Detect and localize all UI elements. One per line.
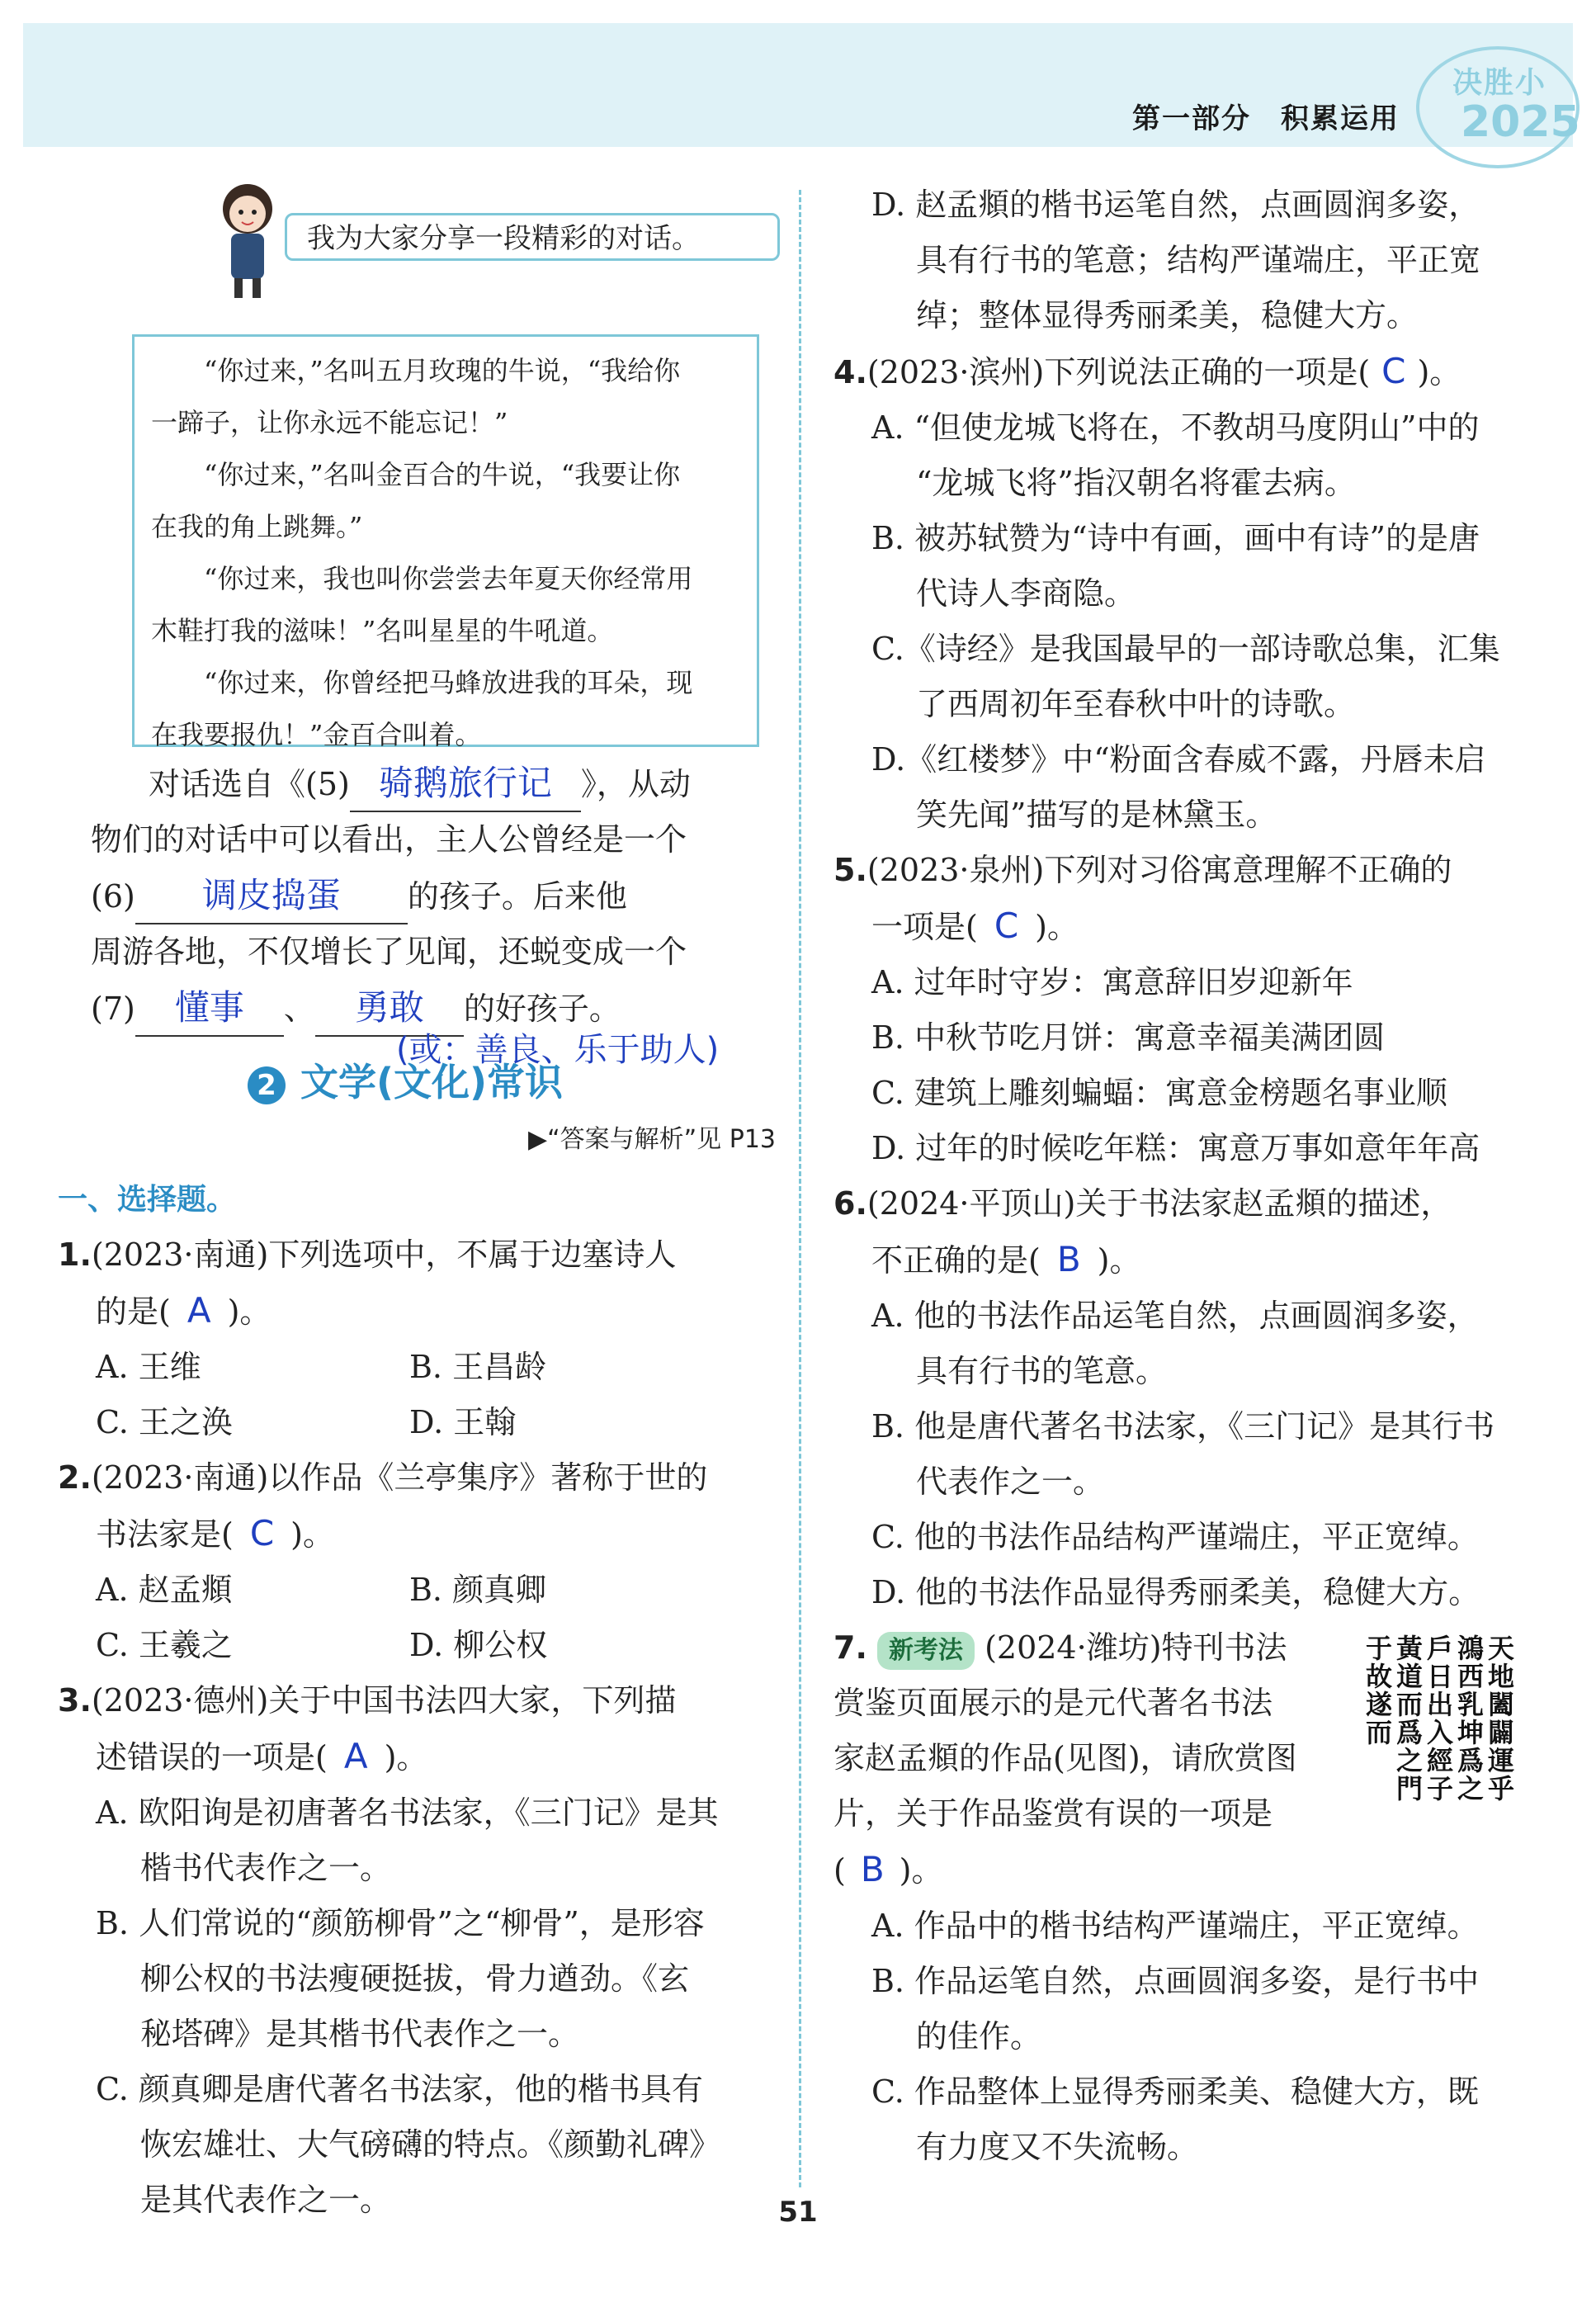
q7-stem: )。 [899,1852,943,1889]
answer-7b: 勇敢 [315,980,464,1037]
q1-number: 1. [58,1236,92,1273]
q4-option: B. 被苏轼赞为“诗中有画，画中有诗”的是唐 [871,520,1480,556]
section-title: 文学(文化)常识 [300,1060,564,1104]
answer-7a: 懂事 [135,980,284,1037]
q4-stem: (2023·滨州)下列说法正确的一项是( [866,354,1371,390]
q1-option: C. 王之涣 [96,1404,233,1440]
q3-option: C. 颜真卿是唐代著名书法家，他的楷书具有 [96,2071,703,2107]
q7-option: B. 作品运笔自然，点画圆润多姿，是行书中 [871,1963,1480,1999]
q4-option: “龙城飞将”指汉朝名将霍去病。 [916,465,1356,501]
page-header [23,23,1580,147]
q3-stem: )。 [384,1739,428,1776]
header-title: 第一部分 积累运用 [1132,102,1400,135]
q6-answer: B [1056,1239,1081,1279]
calligraphy-image: 天地闔闢運乎鴻西乳坤爲之戶日出入經子黃道而爲之門于故遂而 [1362,1634,1515,1803]
q3-stem: 述错误的一项是( [96,1739,328,1776]
q3-option: B. 人们常说的“颜筋柳骨”之“柳骨”，是形容 [96,1905,705,1941]
fill-text: 周游各地，不仅增长了见闻，还蜕变成一个 [91,934,687,970]
q5-stem: (2023·泉州)下列对习俗寓意理解不正确的 [866,852,1452,888]
page-number: 51 [778,2196,818,2229]
q1-stem: 的是( [96,1293,171,1330]
q6-option: C. 他的书法作品结构严谨端庄，平正宽绰。 [871,1519,1479,1555]
q2-number: 2. [58,1459,92,1496]
q3-option: 是其代表作之一。 [140,2182,392,2218]
fill-text: 对话选自《(5) [149,766,350,802]
q3-stem: (2023·德州)关于中国书法四大家，下列描 [91,1682,677,1719]
q5-number: 5. [833,852,867,888]
q7-stem: 赏鉴页面展示的是元代著名书法 [833,1685,1273,1721]
q3-option: A. 欧阳询是初唐著名书法家，《三门记》是其 [96,1794,719,1831]
q7-option: 有力度又不失流畅。 [916,2129,1199,2165]
fill-text: 的孩子。后来他 [407,878,627,915]
dialog-line: 在我的角上跳舞。” [151,511,363,542]
q3-answer: A [343,1736,368,1776]
q3-option: D. 赵孟頫的楷书运笔自然，点画圆润多姿， [871,187,1480,223]
q4-option: 笑先闻”描写的是林黛玉。 [916,797,1277,833]
q7-stem: 片，关于作品鉴赏有误的一项是 [833,1795,1273,1832]
q5-answer: C [994,905,1019,946]
new-method-badge: 新考法 [877,1632,975,1670]
dialog-line: “你过来，”名叫五月玫瑰的牛说，“我给你 [204,355,681,386]
q3-option: 楷书代表作之一。 [140,1850,392,1886]
q3-option: 绰；整体显得秀丽柔美，稳健大方。 [916,297,1419,333]
q6-number: 6. [833,1185,867,1222]
q7-option: C. 作品整体上显得秀丽柔美、稳健大方，既 [871,2073,1479,2110]
q5-option: C. 建筑上雕刻蝙蝠：寓意金榜题名事业顺 [871,1075,1447,1111]
brand-stamp [1416,46,1579,168]
q4-number: 4. [833,354,867,390]
q3-option: 秘塔碑》是其楷书代表作之一。 [140,2016,580,2052]
q3-option: 具有行书的笔意；结构严谨端庄，平正宽 [916,242,1481,278]
q4-option: 了西周初年至春秋中叶的诗歌。 [916,686,1356,722]
q5-stem: )。 [1035,909,1079,945]
q1-option: D. 王翰 [409,1404,517,1440]
q6-stem: )。 [1097,1242,1141,1279]
q7-stem: (2024·潍坊)特刊书法 [985,1629,1287,1666]
q6-option: A. 他的书法作品运笔自然，点画圆润多姿， [871,1298,1479,1334]
q4-option: C.《诗经》是我国最早的一部诗歌总集，汇集 [871,631,1500,667]
fill-in-paragraph [91,755,784,1069]
q4-stem: )。 [1417,354,1461,390]
dialog-line: 一蹄子，让你永远不能忘记！” [151,407,508,438]
q1-stem: (2023·南通)下列选项中，不属于边塞诗人 [91,1236,677,1273]
q4-answer: C [1381,351,1406,391]
q7-answer: B [860,1849,885,1889]
q3-option: 柳公权的书法瘦硬挺拔，骨力遒劲。《玄 [140,1960,690,1997]
q2-option: C. 王羲之 [96,1627,233,1663]
q2-stem: (2023·南通)以作品《兰亭集序》著称于世的 [91,1459,708,1496]
section-number: 2 [248,1066,286,1104]
answer-reference: ▶“答案与解析”见 P13 [528,1125,776,1154]
girl-illustration-icon [206,177,289,301]
q5-option: A. 过年时守岁：寓意辞旧岁迎新年 [871,964,1353,1000]
q2-option: D. 柳公权 [409,1627,548,1663]
answer-6: 调皮捣蛋 [135,868,408,924]
section-heading [248,1052,563,1107]
q6-option: D. 他的书法作品显得秀丽柔美，稳健大方。 [871,1574,1480,1610]
q6-option: B. 他是唐代著名书法家，《三门记》是其行书 [871,1408,1495,1445]
alternate-answer: (或：善良、乐于助人) [396,1031,720,1069]
q6-option: 代表作之一。 [916,1463,1105,1500]
q5-option: D. 过年的时候吃年糕：寓意万事如意年年高 [871,1130,1480,1166]
q1-option: A. 王维 [96,1349,201,1385]
q1-answer: A [187,1290,211,1331]
q5-stem: 一项是( [871,909,978,945]
q2-option: A. 赵孟頫 [96,1572,233,1608]
fill-text: 、 [283,991,315,1027]
q4-option: A. “但使龙城飞将在，不教胡马度阴山”中的 [871,409,1480,446]
column-divider [799,190,801,2187]
dialog-line: 在我要报仇！”金百合叫着。 [151,719,482,750]
q7-stem: 家赵孟頫的作品(见图)，请欣赏图 [833,1740,1297,1776]
question-block [58,1172,784,2228]
q2-stem: 书法家是( [96,1516,234,1553]
q6-stem: (2024·平顶山)关于书法家赵孟頫的描述， [866,1185,1452,1222]
q7-number: 7. [833,1629,867,1666]
stamp-text: 决胜小 [1452,66,1547,100]
fill-text: (6) [91,878,135,915]
answer-5: 骑鹅旅行记 [350,755,581,812]
q7-stem: ( [833,1852,846,1889]
q2-stem: )。 [290,1516,334,1553]
fill-text: 物们的对话中可以看出，主人公曾经是一个 [91,821,687,858]
part-heading: 一、选择题。 [58,1183,237,1217]
speech-bubble: 我为大家分享一段精彩的对话。 [285,213,780,261]
q7-option: A. 作品中的楷书结构严谨端庄，平正宽绰。 [871,1908,1479,1944]
q4-option: 代诗人李商隐。 [916,575,1136,612]
q5-option: B. 中秋节吃月饼：寓意幸福美满团圆 [871,1019,1386,1056]
fill-text: (7) [91,991,135,1027]
right-column [833,177,1515,2175]
dialog-excerpt-box [132,334,759,750]
dialog-line: “你过来，你曾经把马蜂放进我的耳朵，现 [204,667,693,698]
q7-option: 的佳作。 [916,2018,1042,2054]
dialog-line: “你过来，我也叫你尝尝去年夏天你经常用 [204,563,693,594]
q1-option: B. 王昌龄 [409,1349,547,1385]
q4-option: D.《红楼梦》中“粉面含春威不露，丹唇未启 [871,741,1486,778]
q2-option: B. 颜真卿 [409,1572,547,1608]
q3-option: 恢宏雄壮、大气磅礴的特点。《颜勤礼碑》 [140,2126,721,2163]
q1-stem: )。 [227,1293,272,1330]
stamp-year: 2025 [1461,97,1580,147]
fill-text: 的好孩子。 [463,991,621,1027]
q2-answer: C [249,1513,275,1553]
q6-stem: 不正确的是( [871,1242,1041,1279]
q3-number: 3. [58,1682,92,1719]
dialog-line: “你过来，”名叫金百合的牛说，“我要让你 [204,459,681,490]
fill-text: 》，从动 [580,766,691,802]
q6-option: 具有行书的笔意。 [916,1353,1168,1389]
dialog-line: 木鞋打我的滋味！”名叫星星的牛吼道。 [151,615,614,646]
